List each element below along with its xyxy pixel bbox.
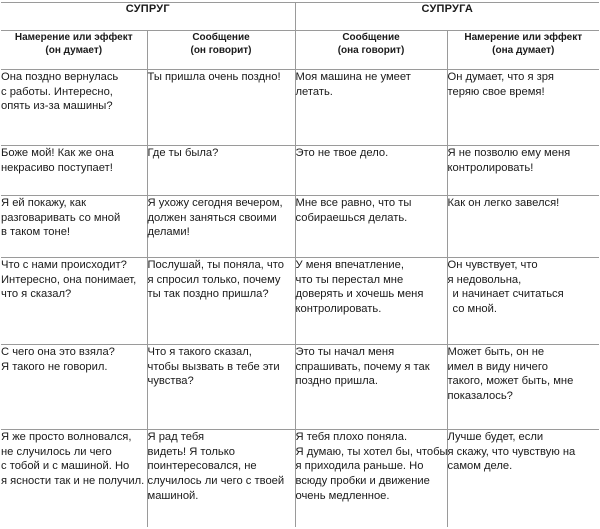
cell-text-line: Она поздно вернулась — [1, 71, 119, 83]
table-row — [1, 70, 599, 146]
cell-text-line: Мне все равно, что ты — [295, 197, 412, 209]
husband-header: СУПРУГ — [1, 3, 295, 31]
cell-text-line: Интересно, она понимает, — [1, 273, 137, 286]
cell-text-line: С чего она это взяла? — [1, 346, 115, 358]
cell-text-line: разговаривать со мной — [1, 211, 121, 224]
cell-text-line: некрасиво поступает! — [1, 161, 113, 174]
column-header-line: (она думает) — [492, 45, 555, 56]
cell-text-line: Я рад тебя — [147, 431, 205, 443]
cell-wife-message — [295, 345, 447, 430]
cell-text-line: контролировать! — [447, 161, 534, 174]
cell-text-line: Я же просто волновался, — [1, 431, 132, 443]
cell-text-line: Я думаю, ты хотел бы, чтобы — [295, 445, 448, 458]
cell-wife-message — [295, 146, 447, 196]
cell-text-line: контролировать. — [295, 303, 382, 316]
cell-text-line: такого, может быть, мне — [447, 375, 574, 388]
cell-text-line: с работы. Интересно, — [1, 85, 113, 98]
cell-text-line: поздно пришла. — [295, 375, 378, 388]
cell-wife-message — [295, 258, 447, 345]
cell-text-line: самом деле. — [447, 460, 513, 473]
cell-text-line: видеть! Я только — [147, 445, 235, 458]
cell-husband-message — [147, 430, 295, 527]
cell-husband-message — [147, 70, 295, 146]
cell-text-line: очень медленное. — [295, 489, 390, 502]
cell-text-line: Я такого не говорил. — [1, 360, 108, 373]
cell-text-line: доверять и хочешь меня — [295, 288, 424, 301]
cell-text-line: всюду пробки и движение — [295, 475, 430, 488]
cell-text-line: опять из-за машины? — [1, 100, 113, 113]
cell-text-line: Он чувствует, что — [447, 259, 538, 271]
dialogue-body — [1, 70, 599, 527]
table-row — [1, 345, 599, 430]
cell-wife-thought — [447, 258, 599, 345]
cell-text-line: показалось? — [447, 390, 513, 403]
cell-text-line: должен заняться своими — [147, 211, 277, 224]
column-header-line: (он думает) — [45, 45, 103, 56]
cell-text-line: Моя машина не умеет — [295, 71, 411, 83]
cell-text-line: ты так поздно пришла? — [147, 288, 269, 301]
cell-text-line: Боже мой! Как же она — [1, 147, 114, 159]
cell-text-line: имел в виду ничего — [447, 360, 548, 373]
cell-text-line: я спросил только, почему — [147, 273, 281, 286]
cell-text-line: Лучше будет, если — [447, 431, 544, 443]
cell-husband-thought — [1, 196, 147, 258]
cell-text-line: Что я такого сказал, — [147, 346, 252, 358]
cell-text-line: в таком тоне! — [1, 226, 71, 239]
cell-text-line: я ясности так и не получил. — [1, 475, 145, 488]
cell-text-line: я недовольна, — [447, 273, 522, 286]
cell-text-line: что я сказал? — [1, 288, 72, 301]
cell-husband-message — [147, 146, 295, 196]
cell-husband-message — [147, 345, 295, 430]
cell-text-line: Может быть, он не — [447, 346, 545, 358]
cell-wife-thought — [447, 430, 599, 527]
cell-wife-thought — [447, 146, 599, 196]
cell-text-line: Это не твое дело. — [295, 147, 389, 159]
cell-text-line: со мной. — [452, 303, 497, 316]
cell-text-line: случилось ли чего с твоей — [147, 475, 285, 488]
cell-text-line: что ты перестал мне — [295, 273, 404, 286]
cell-text-line: делами! — [147, 226, 190, 239]
cell-wife-message — [295, 196, 447, 258]
column-header-husband-message — [147, 31, 295, 70]
column-header-line: Намерение или эффект — [14, 32, 133, 43]
table-row — [1, 196, 599, 258]
cell-text-line: теряю свое время! — [447, 85, 545, 98]
cell-text-line: чувства? — [147, 375, 194, 388]
cell-text-line: Я тебя плохо поняла. — [295, 431, 408, 443]
column-header-line: (она говорит) — [337, 45, 405, 56]
cell-husband-message — [147, 258, 295, 345]
cell-text-line: У меня впечатление, — [295, 259, 405, 271]
cell-text-line: поинтересовался, не — [147, 460, 257, 473]
cell-text-line: Я ей покажу, как — [1, 197, 86, 209]
column-header-wife-intent — [447, 31, 599, 70]
group-header-row — [1, 3, 599, 31]
cell-husband-message — [147, 196, 295, 258]
dialogue-table — [1, 2, 599, 527]
cell-text-line: Я не позволю ему меня — [447, 147, 571, 159]
cell-text-line: я скажу, что чувствую на — [447, 445, 576, 458]
wife-header: СУПРУГА — [295, 3, 599, 31]
column-header-row — [1, 31, 599, 70]
cell-husband-thought — [1, 258, 147, 345]
cell-wife-message — [295, 70, 447, 146]
cell-text-line: собираешься делать. — [295, 211, 408, 224]
cell-text-line: я приходила раньше. Но — [295, 460, 424, 473]
cell-text-line: Он думает, что я зря — [447, 71, 554, 83]
cell-text-line: не случилось ли чего — [1, 445, 112, 458]
cell-text-line: Послушай, ты поняла, что — [147, 259, 284, 271]
cell-wife-thought — [447, 345, 599, 430]
column-header-wife-message — [295, 31, 447, 70]
cell-text-line: машиной. — [147, 489, 199, 502]
cell-text-line: Это ты начал меня — [295, 346, 395, 358]
cell-husband-thought — [1, 430, 147, 527]
cell-husband-thought — [1, 146, 147, 196]
table-row — [1, 258, 599, 345]
cell-text-line: летать. — [295, 85, 333, 98]
table-row — [1, 146, 599, 196]
cell-husband-thought — [1, 345, 147, 430]
column-header-line: Сообщение — [342, 32, 400, 43]
column-header-line: (он говорит) — [190, 45, 252, 56]
cell-text-line: Где ты была? — [147, 147, 219, 159]
column-header-husband-intent — [1, 31, 147, 70]
cell-text-line: Что с нами происходит? — [1, 259, 127, 271]
cell-text-line: чтобы вызвать в тебе эти — [147, 360, 280, 373]
table-row — [1, 430, 599, 527]
column-header-line: Намерение или эффект — [464, 32, 583, 43]
cell-text-line: Я ухожу сегодня вечером, — [147, 197, 283, 209]
column-header-line: Сообщение — [192, 32, 250, 43]
cell-wife-thought — [447, 70, 599, 146]
cell-text-line: и начинает считаться — [452, 288, 564, 301]
cell-text-line: с тобой и с машиной. Но — [1, 460, 130, 473]
cell-husband-thought — [1, 70, 147, 146]
cell-wife-message — [295, 430, 447, 527]
cell-text-line: Ты пришла очень поздно! — [147, 71, 281, 83]
cell-wife-thought — [447, 196, 599, 258]
cell-text-line: спрашивать, почему я так — [295, 360, 430, 373]
cell-text-line: Как он легко завелся! — [447, 197, 560, 209]
